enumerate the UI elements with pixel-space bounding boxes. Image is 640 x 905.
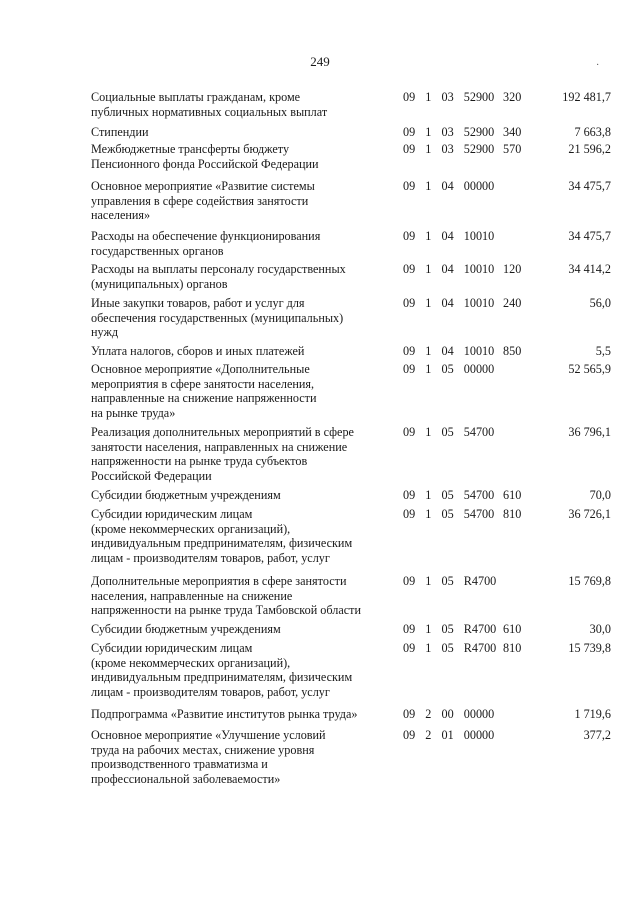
row-kcsr: 09 1 05 R4700 bbox=[403, 641, 497, 655]
row-sum: 15 739,8 bbox=[568, 641, 611, 655]
row-name: Основное мероприятие «Дополнительные мероприятия в сфере занятости населения, направленные на снижение напряженности на рынке труда» bbox=[91, 362, 317, 420]
row-kvr: 610 bbox=[503, 488, 522, 502]
table-row bbox=[91, 142, 611, 171]
row-name: Субсидии бюджетным учреждениям bbox=[91, 488, 281, 502]
row-kcsr: 09 1 05 54700 bbox=[403, 507, 495, 521]
row-sum: 36 796,1 bbox=[568, 425, 611, 439]
row-kvr: 120 bbox=[503, 262, 522, 276]
row-name: Стипендии bbox=[91, 125, 149, 139]
row-sum: 56,0 bbox=[589, 296, 611, 310]
row-sum: 192 481,7 bbox=[562, 90, 611, 104]
row-kcsr: 09 2 01 00000 bbox=[403, 728, 495, 742]
row-kvr: 340 bbox=[503, 125, 522, 139]
table-row bbox=[91, 229, 611, 258]
row-kcsr: 09 1 04 10010 bbox=[403, 344, 495, 358]
row-name: Расходы на обеспечение функционирования государственных органов bbox=[91, 229, 321, 258]
table-row bbox=[91, 622, 611, 639]
row-name: Субсидии юридическим лицам (кроме некоммерческих организаций), индивидуальным предпринимателям, физическим лицам - производителям товаров, работ, услуг bbox=[91, 507, 353, 565]
table-row bbox=[91, 488, 611, 505]
row-sum: 52 565,9 bbox=[568, 362, 611, 376]
row-kvr: 850 bbox=[503, 344, 522, 358]
row-name: Реализация дополнительных мероприятий в сфере занятости населения, направленных на снижение напряженности на рынке труда субъектов Российской Федерации bbox=[91, 425, 354, 483]
row-sum: 34 475,7 bbox=[568, 229, 611, 243]
row-kcsr: 09 1 05 54700 bbox=[403, 425, 495, 439]
row-sum: 34 414,2 bbox=[568, 262, 611, 276]
table-row bbox=[91, 179, 611, 223]
row-kcsr: 09 2 00 00000 bbox=[403, 707, 495, 721]
table-row bbox=[91, 296, 611, 340]
row-kcsr: 09 1 05 R4700 bbox=[403, 622, 497, 636]
row-kcsr: 09 1 04 00000 bbox=[403, 179, 495, 193]
row-kcsr: 09 1 05 R4700 bbox=[403, 574, 497, 588]
row-sum: 5,5 bbox=[595, 344, 611, 358]
table-row bbox=[91, 728, 611, 787]
row-name: Субсидии бюджетным учреждениям bbox=[91, 622, 281, 636]
row-sum: 1 719,6 bbox=[574, 707, 611, 721]
row-kcsr: 09 1 04 10010 bbox=[403, 296, 495, 310]
row-sum: 70,0 bbox=[589, 488, 611, 502]
corner-mark: · bbox=[596, 60, 600, 71]
table-row bbox=[91, 641, 611, 700]
row-name: Подпрограмма «Развитие институтов рынка труда» bbox=[91, 707, 358, 721]
row-kcsr: 09 1 04 10010 bbox=[403, 262, 495, 276]
row-kcsr: 09 1 05 54700 bbox=[403, 488, 495, 502]
row-kvr: 240 bbox=[503, 296, 522, 310]
row-sum: 7 663,8 bbox=[574, 125, 611, 139]
row-name: Социальные выплаты гражданам, кроме публичных нормативных социальных выплат bbox=[91, 90, 328, 119]
row-kcsr: 09 1 03 52900 bbox=[403, 142, 495, 156]
row-name: Иные закупки товаров, работ и услуг для обеспечения государственных (муниципальных) нужд bbox=[91, 296, 344, 340]
row-kvr: 810 bbox=[503, 641, 522, 655]
row-sum: 30,0 bbox=[589, 622, 611, 636]
row-sum: 36 726,1 bbox=[568, 507, 611, 521]
table-row bbox=[91, 574, 611, 618]
row-kcsr: 09 1 05 00000 bbox=[403, 362, 495, 376]
row-name: Основное мероприятие «Улучшение условий труда на рабочих местах, снижение уровня производственного травматизма и профессиональной заболеваемости» bbox=[91, 728, 326, 786]
table-row bbox=[91, 425, 611, 484]
table-row bbox=[91, 344, 611, 361]
row-kcsr: 09 1 03 52900 bbox=[403, 125, 495, 139]
row-sum: 34 475,7 bbox=[568, 179, 611, 193]
table-row bbox=[91, 125, 611, 142]
table-row bbox=[91, 707, 611, 724]
row-kcsr: 09 1 04 10010 bbox=[403, 229, 495, 243]
row-kcsr: 09 1 03 52900 bbox=[403, 90, 495, 104]
table-row bbox=[91, 507, 611, 566]
page-number: 249 bbox=[310, 54, 330, 69]
row-name: Расходы на выплаты персоналу государственных (муниципальных) органов bbox=[91, 262, 346, 291]
row-name: Основное мероприятие «Развитие системы управления в сфере содействия занятости населения» bbox=[91, 179, 315, 223]
budget-table bbox=[91, 90, 611, 787]
table-row bbox=[91, 262, 611, 291]
row-sum: 21 596,2 bbox=[568, 142, 611, 156]
table-row bbox=[91, 90, 611, 119]
table-row bbox=[91, 362, 611, 421]
row-kvr: 320 bbox=[503, 90, 522, 104]
row-name: Дополнительные мероприятия в сфере занятости населения, направленные на снижение напряженности на рынке труда Тамбовской области bbox=[91, 574, 362, 618]
row-kvr: 610 bbox=[503, 622, 522, 636]
row-name: Уплата налогов, сборов и иных платежей bbox=[91, 344, 305, 358]
row-sum: 377,2 bbox=[583, 728, 611, 742]
row-kvr: 810 bbox=[503, 507, 522, 521]
row-kvr: 570 bbox=[503, 142, 522, 156]
row-name: Межбюджетные трансферты бюджету Пенсионного фонда Российской Федерации bbox=[91, 142, 319, 171]
row-sum: 15 769,8 bbox=[568, 574, 611, 588]
row-name: Субсидии юридическим лицам (кроме некоммерческих организаций), индивидуальным предпринимателям, физическим лицам - производителям товаров, работ, услуг bbox=[91, 641, 353, 699]
